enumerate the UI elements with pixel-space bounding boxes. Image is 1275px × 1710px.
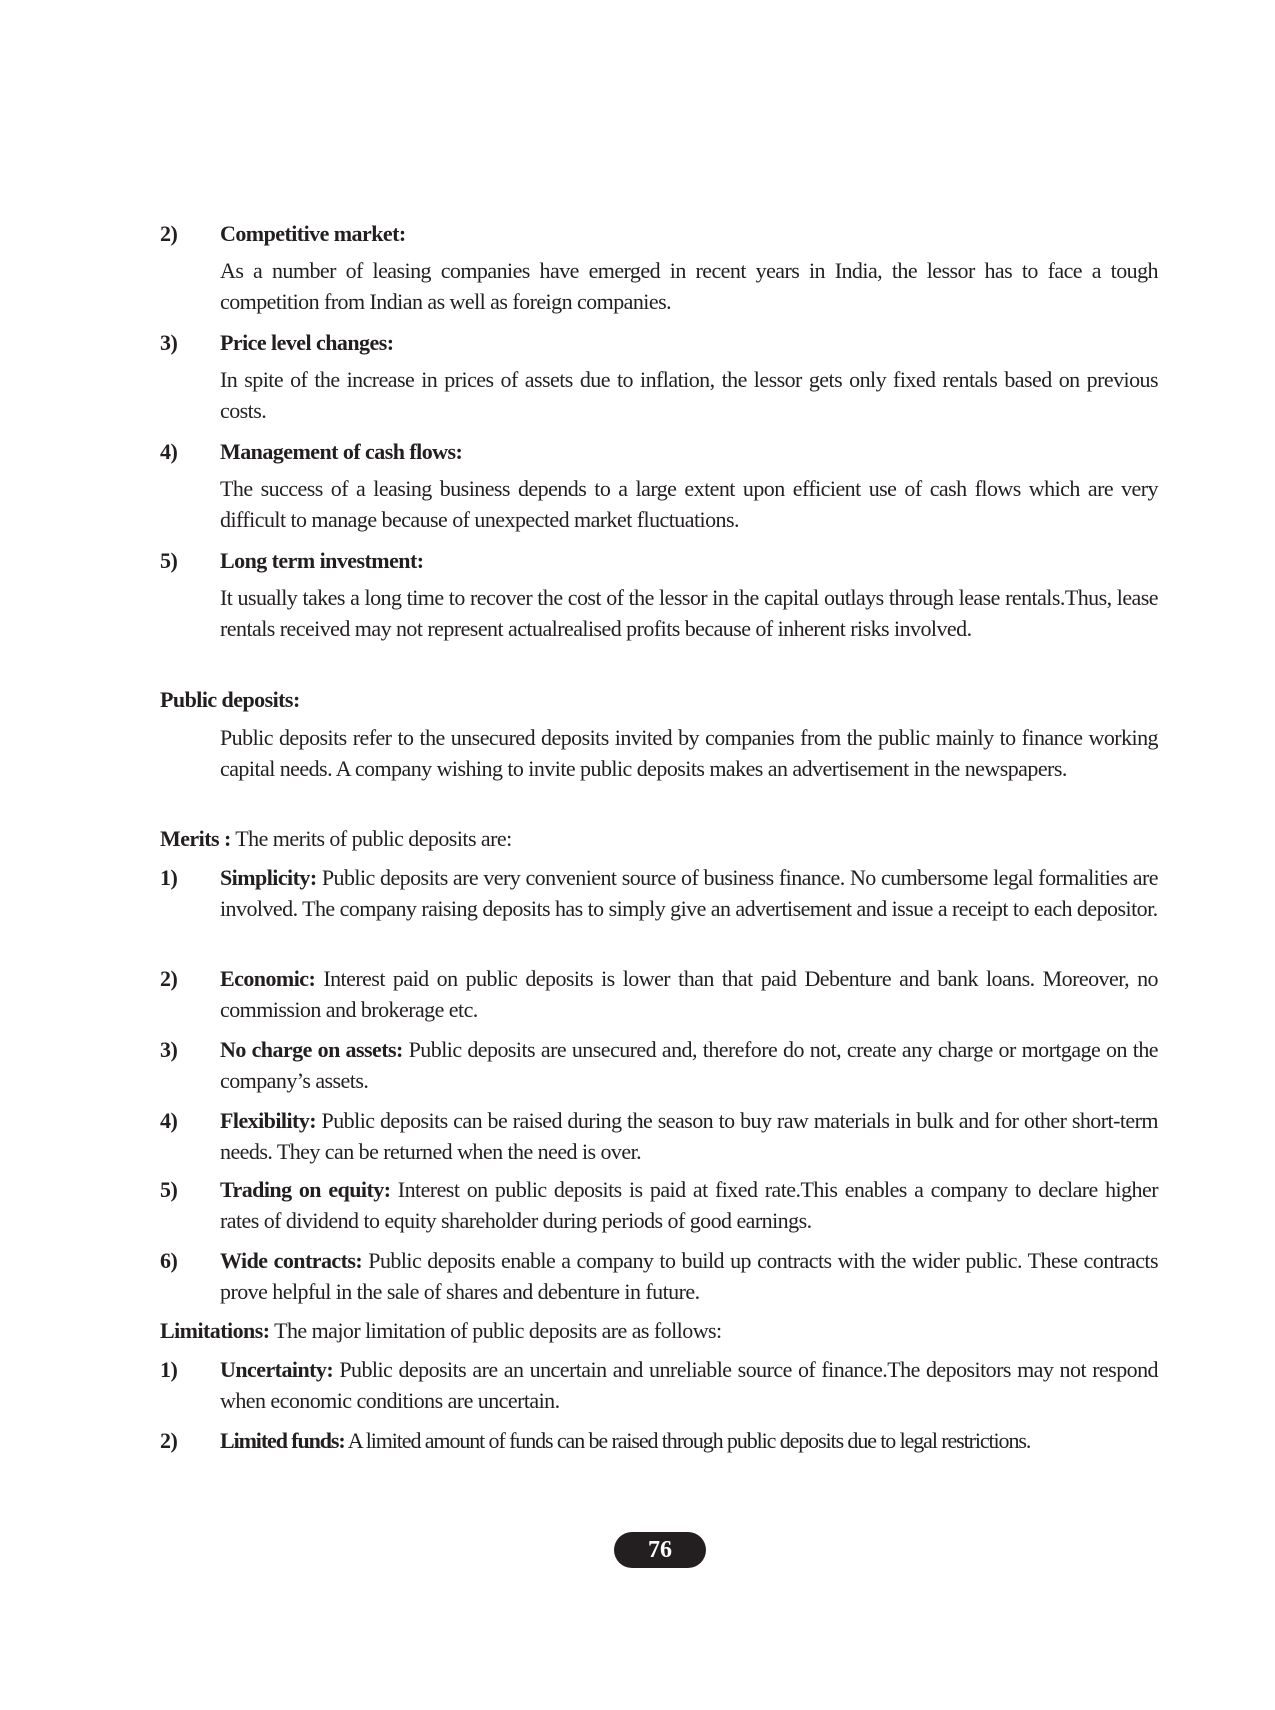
merits-intro: [160, 823, 1158, 854]
limitation-item: [160, 1425, 1158, 1456]
public-deposits-section: [160, 684, 1158, 784]
merit-item: [160, 1105, 1158, 1167]
item-number: 1): [160, 1357, 178, 1382]
limitations-label: Limitations:: [160, 1318, 270, 1343]
item-text: As a number of leasing companies have emerged in recent years in India, the lessor has to face a tough competition from Indian as well as foreign companies.: [220, 258, 1158, 314]
limitations-intro-text: The major limitation of public deposits are as follows:: [269, 1318, 722, 1343]
item-text: A limited amount of funds can be raised through public deposits due to legal restrictions.: [344, 1428, 1031, 1453]
leasing-item: [160, 436, 1158, 535]
item-number: 1): [160, 865, 178, 890]
item-text: Interest paid on public deposits is lower than that paid Debenture and bank loans. Moreover, no commission and brokerage etc.: [220, 966, 1158, 1022]
item-title: Flexibility:: [220, 1108, 317, 1133]
item-number: 3): [160, 330, 178, 355]
item-title: Economic:: [220, 966, 316, 991]
item-number: 2): [160, 221, 178, 246]
item-number: 5): [160, 1177, 178, 1202]
item-title: Price level changes:: [220, 330, 394, 355]
item-title: No charge on assets:: [220, 1037, 403, 1062]
page-number: 76: [614, 1532, 706, 1568]
leasing-item: [160, 327, 1158, 426]
item-title: Management of cash flows:: [220, 439, 463, 464]
item-number: 5): [160, 548, 178, 573]
merit-item: [160, 1174, 1158, 1236]
merit-item: [160, 1245, 1158, 1307]
item-title: Long term investment:: [220, 548, 424, 573]
item-number: 3): [160, 1037, 178, 1062]
merit-item: [160, 862, 1158, 924]
item-text: Public deposits are an uncertain and unreliable source of finance.The depositors may not respond when economic conditions are uncertain.: [220, 1357, 1158, 1413]
item-text: Public deposits are very convenient source of business finance. No cumbersome legal formalities are involved. The company raising deposits has to simply give an advertisement and issue a receipt to each depositor.: [220, 865, 1158, 921]
item-number: 2): [160, 966, 178, 991]
leasing-item: [160, 218, 1158, 317]
item-number: 6): [160, 1248, 178, 1273]
limitation-item: [160, 1354, 1158, 1416]
item-title: Simplicity:: [220, 865, 317, 890]
merit-item: [160, 963, 1158, 1025]
section-text: Public deposits refer to the unsecured deposits invited by companies from the public mainly to finance working capital needs. A company wishing to invite public deposits makes an advertisement in the newspapers.: [220, 725, 1158, 781]
merits-label: Merits :: [160, 826, 231, 851]
leasing-item: [160, 545, 1158, 644]
item-text: Interest on public deposits is paid at fixed rate.This enables a company to declare higher rates of dividend to equity shareholder during periods of good earnings.: [220, 1177, 1158, 1233]
item-title: Trading on equity:: [220, 1177, 391, 1202]
item-number: 2): [160, 1428, 178, 1453]
item-title: Wide contracts:: [220, 1248, 363, 1273]
item-text: Public deposits can be raised during the season to buy raw materials in bulk and for other short-term needs. They can be returned when the need is over.: [220, 1108, 1158, 1164]
item-title: Uncertainty:: [220, 1357, 334, 1382]
item-text: It usually takes a long time to recover the cost of the lessor in the capital outlays through lease rentals.Thus, lease rentals received may not represent actualrealised profits because of inherent risks involved.: [220, 585, 1158, 641]
item-title: Competitive market:: [220, 221, 406, 246]
item-number: 4): [160, 439, 178, 464]
item-text: Public deposits are unsecured and, therefore do not, create any charge or mortgage on the company’s assets.: [220, 1037, 1158, 1093]
item-text: The success of a leasing business depends to a large extent upon efficient use of cash flows which are very difficult to manage because of unexpected market fluctuations.: [220, 476, 1158, 532]
item-text: Public deposits enable a company to build up contracts with the wider public. These contracts prove helpful in the sale of shares and debenture in future.: [220, 1248, 1158, 1304]
section-heading: Public deposits:: [160, 687, 300, 712]
item-number: 4): [160, 1108, 178, 1133]
merits-intro-text: The merits of public deposits are:: [230, 826, 512, 851]
item-title: Limited funds:: [220, 1428, 345, 1453]
merit-item: [160, 1034, 1158, 1096]
item-text: In spite of the increase in prices of assets due to inflation, the lessor gets only fixed rentals based on previous costs.: [220, 367, 1158, 423]
limitations-intro: [160, 1315, 1158, 1346]
